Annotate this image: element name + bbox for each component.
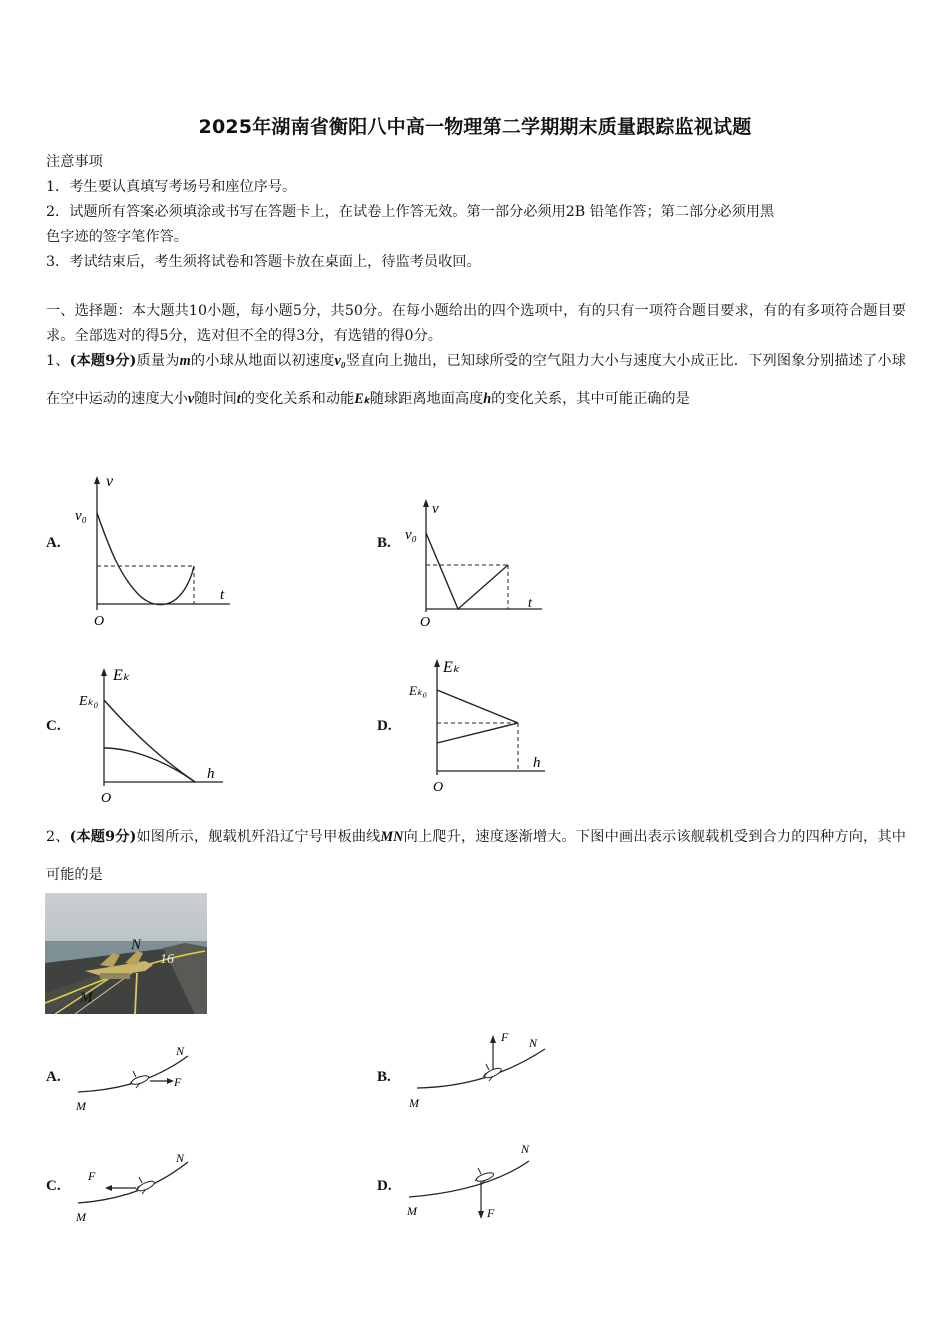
- page-title: 2025年湖南省衡阳八中高一物理第二学期期末质量跟踪监视试题: [198, 116, 752, 138]
- q2-text: 向上爬升，速度逐渐增大。下图中画出表示该舰载机受到合力的四种方向，其中可能的是: [46, 829, 906, 883]
- q1-text: 的变化关系，其中可能正确的是: [491, 391, 690, 407]
- q1-var-ek: Eₖ: [354, 391, 370, 407]
- q1-text: 竖直向上抛出，已知球所受的空气阻力大小与速度大小成正比．下列图象分别描述了小球在空中运动的速度大小: [46, 353, 906, 407]
- graph-b-v0-label: v₀: [405, 527, 417, 543]
- q1-var-h: h: [483, 391, 492, 407]
- graph-a-origin: O: [94, 614, 105, 629]
- q1-score: (本题9分): [69, 353, 137, 369]
- notice-item-3: 3．考试结束后，考生须将试卷和答题卡放在桌面上，待监考员收回。: [46, 254, 481, 270]
- graph-c-ek0-label: Eₖ₀: [79, 694, 99, 709]
- curve-d-f-label: F: [487, 1206, 495, 1220]
- q2-text: 如图所示，舰载机歼沿辽宁号甲板曲线: [136, 829, 381, 845]
- q1-number: 1、: [46, 353, 70, 369]
- graph-d-ek-label: Eₖ: [443, 659, 460, 676]
- carrier-photo: [45, 893, 207, 1014]
- curve-d-n-label: N: [521, 1142, 530, 1156]
- curve-a-f-label: F: [174, 1075, 182, 1089]
- q1-var-t: t: [236, 391, 241, 407]
- q1-var-v: v: [187, 391, 195, 407]
- section-intro: 一、选择题：本大题共10小题，每小题5分，共50分。在每小题给出的四个选项中，有的只有一项符合题目要求，有的有多项符合题目要求。全部选对的得5分，选对但不全的得3分，有选错的得0分。: [46, 303, 906, 344]
- notice-item-2-cont: 色字迹的签字笔作答。: [46, 229, 188, 245]
- curve-c-m-label: M: [76, 1210, 86, 1224]
- notice-item-1: 1．考生要认真填写考场号和座位序号。: [46, 179, 297, 195]
- curve-d-m-label: M: [407, 1204, 417, 1218]
- q2-option-a[interactable]: A.: [46, 1069, 61, 1085]
- q2-option-b[interactable]: B.: [377, 1069, 391, 1085]
- notice-heading: 注意事项: [46, 154, 103, 170]
- curve-c: [70, 1148, 200, 1228]
- curve-d: [405, 1135, 555, 1225]
- graph-b-t-label: t: [528, 596, 532, 611]
- graph-d-ek0-label: Eₖ₀: [409, 683, 427, 698]
- q1-option-d[interactable]: D.: [377, 718, 392, 734]
- q1-option-c[interactable]: C.: [46, 718, 61, 734]
- curve-b: [405, 1025, 555, 1115]
- q1-option-b[interactable]: B.: [377, 535, 391, 551]
- graph-c-origin: O: [101, 791, 112, 805]
- q1-var-m: m: [179, 353, 191, 369]
- curve-c-n-label: N: [176, 1151, 185, 1165]
- plane-icon: [136, 1177, 156, 1194]
- graph-b-origin: O: [420, 615, 431, 630]
- q2-number: 2、: [46, 829, 70, 845]
- photo-label-m: M: [80, 990, 93, 1006]
- graph-a-v0-label: v₀: [75, 508, 87, 524]
- q2-score: (本题9分): [69, 829, 137, 845]
- graph-d-origin: O: [433, 780, 444, 795]
- curve-a: [70, 1040, 200, 1115]
- graph-a: [70, 470, 240, 630]
- graph-a-v-label: v: [106, 473, 114, 490]
- q1-text: 随球距离地面高度: [369, 391, 484, 407]
- q2-option-c[interactable]: C.: [46, 1178, 61, 1194]
- q2-var-mn: MN: [380, 829, 404, 845]
- q2-option-d[interactable]: D.: [377, 1178, 392, 1194]
- curve-a-m-label: M: [76, 1099, 86, 1113]
- question-1: [46, 342, 906, 418]
- graph-d-h-label: h: [533, 755, 541, 771]
- q1-option-a[interactable]: A.: [46, 535, 61, 551]
- graph-b-v-label: v: [432, 501, 439, 517]
- q1-text: 的变化关系和动能: [240, 391, 355, 407]
- q1-text: 随时间: [194, 391, 237, 407]
- svg-text:16: 16: [160, 952, 174, 967]
- graph-c: [75, 660, 235, 805]
- q1-text: 质量为: [136, 353, 180, 369]
- curve-b-m-label: M: [409, 1096, 419, 1110]
- q1-var-v0: v₀: [334, 353, 346, 369]
- curve-b-f-label: F: [501, 1030, 509, 1044]
- curve-c-f-label: F: [88, 1169, 96, 1183]
- photo-label-n: N: [131, 937, 142, 953]
- graph-b: [400, 495, 560, 630]
- notice-item-2: 2．试题所有答案必须填涂或书写在答题卡上，在试卷上作答无效。第一部分必须用2B 铅笔作答；第二部分必须用黑: [46, 204, 775, 220]
- curve-a-n-label: N: [176, 1044, 185, 1058]
- plane-icon: [130, 1071, 150, 1088]
- graph-d: [405, 655, 555, 800]
- graph-a-t-label: t: [220, 587, 225, 603]
- q1-text: 的小球从地面以初速度: [190, 353, 335, 369]
- curve-b-n-label: N: [529, 1036, 538, 1050]
- graph-c-ek-label: Eₖ: [113, 667, 130, 684]
- question-2: [46, 818, 906, 894]
- graph-c-h-label: h: [207, 766, 215, 782]
